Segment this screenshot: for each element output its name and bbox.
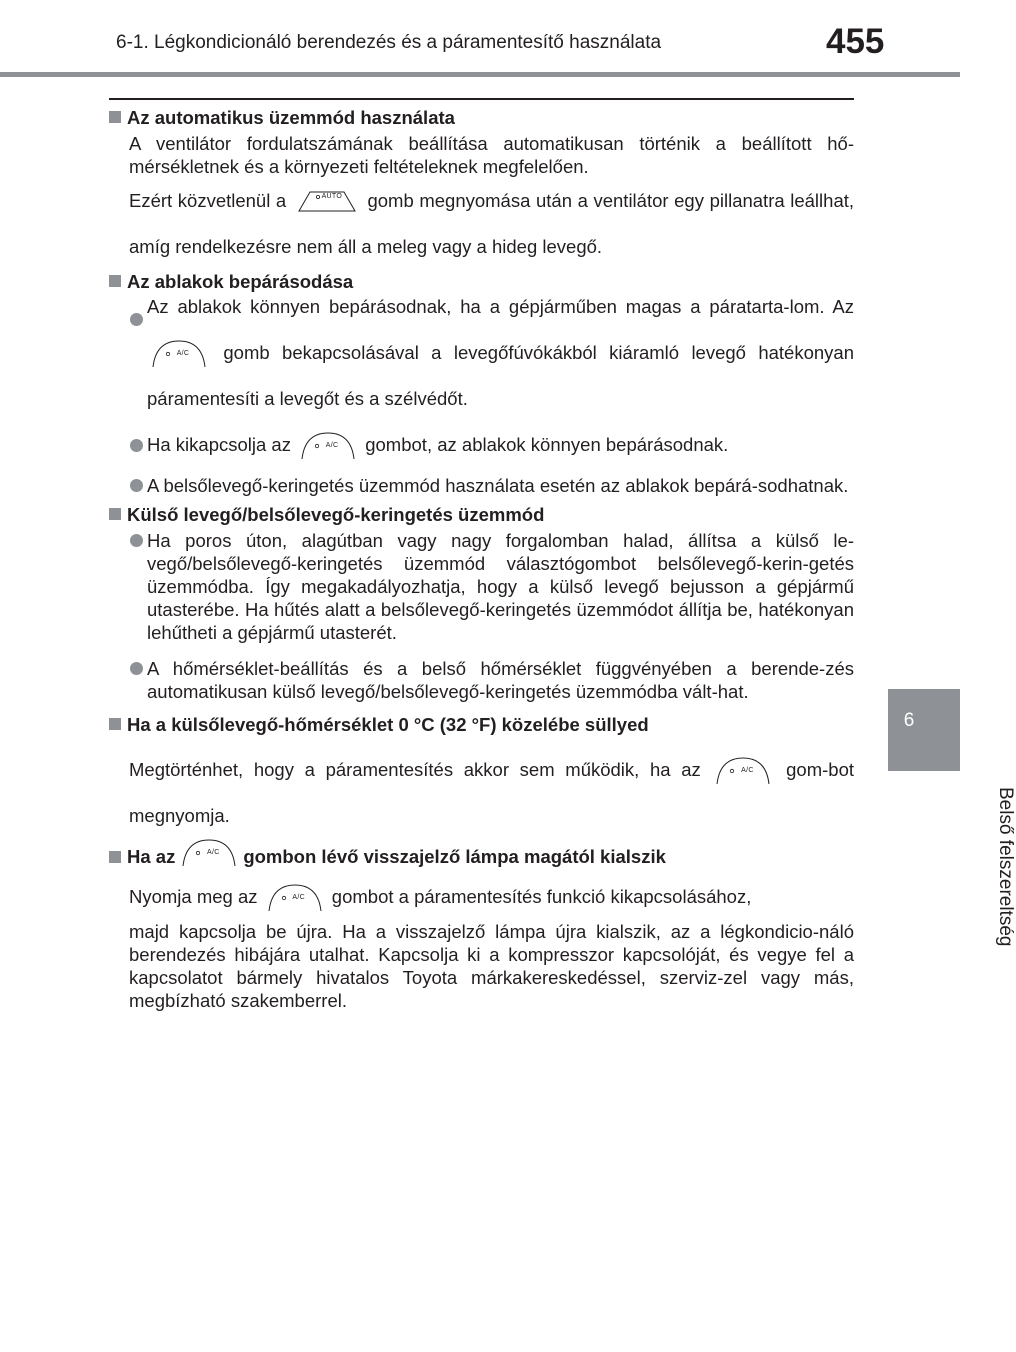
list-item <box>109 657 854 703</box>
ac-button-icon <box>181 838 237 868</box>
bullet-dot-icon <box>130 534 143 547</box>
heading-square-icon <box>109 111 121 123</box>
ac-button-label: A/C <box>741 767 754 775</box>
paragraph-text: gom-bot megnyomja. <box>129 759 854 826</box>
ac-button-label: A/C <box>325 442 339 450</box>
ac-button-icon <box>267 883 323 913</box>
heading-square-icon <box>109 851 121 863</box>
list-item-part: Ha kikapcsolja az <box>147 434 291 455</box>
bullet-dot-icon <box>130 439 143 452</box>
paragraph-text: gombot a páramentesítés funkció kikapcsolásához, <box>331 886 752 907</box>
ac-button-icon <box>715 756 771 786</box>
heading-square-icon <box>109 275 121 287</box>
paragraph: majd kapcsolja be újra. Ha a visszajelző lámpa újra kialszik, az a légkondicio-náló berendezés hibájára utalhat. Kapcsolja ki a kompresszor kapcsolóját, és vegye fel a kapcsolatot bármely hivatalos Toyota márkakereskedéssel, szerviz-zel vagy más, megbízható szakemberrel. <box>129 921 854 1011</box>
heading-text: Ha a külsőlevegő-hőmérséklet 0 °C (32 °F) közelébe süllyed <box>127 714 649 735</box>
paragraph: A ventilátor fordulatszámának beállítása automatikusan történik a beállított hő-mérsékletnek és a környezeti feltételeknek megfelelően. <box>129 133 854 177</box>
list-item-text <box>147 284 854 422</box>
list-item-part: gomb bekapcsolásával a levegőfúvókákból kiáramló levegő hatékonyan páramentesíti a levegőt és a szélvédőt. <box>147 342 854 409</box>
header-title: 6-1. Légkondicionáló berendezés és a páramentesítő használata <box>116 32 662 53</box>
heading-text: Ha az <box>127 846 176 867</box>
list-item-part: Az ablakok könnyen bepárásodnak, ha a gépjárműben magas a páratarta-lom. Az <box>147 296 854 317</box>
bullet-dot-icon <box>130 313 143 326</box>
auto-button-label: AUTO <box>321 193 343 201</box>
list-item <box>109 474 854 497</box>
heading-square-icon <box>109 718 121 730</box>
header-band <box>0 72 960 77</box>
list-item-part: gombot, az ablakok könnyen bepárásodnak. <box>365 434 729 455</box>
paragraph-text: gomb megnyomása után a ventilátor egy pillanatra leállhat, amíg rendelkezésre nem áll a meleg vagy a hideg levegő. <box>129 190 855 257</box>
paragraph <box>109 874 854 920</box>
chapter-label: Belső felszereltség <box>995 787 1016 947</box>
section-heading <box>109 106 854 129</box>
heading-text: Külső levegő/belsőlevegő-keringetés üzemmód <box>127 504 545 525</box>
section-rule <box>109 98 854 100</box>
paragraph <box>109 747 854 839</box>
section-heading <box>109 713 854 736</box>
paragraph-text: Nyomja meg az <box>129 886 258 907</box>
heading-text: gombon lévő visszajelző lámpa magától kialszik <box>243 846 666 867</box>
heading-text: Az ablakok bepárásodása <box>127 271 354 292</box>
paragraph <box>109 178 854 270</box>
section-heading <box>109 503 854 526</box>
list-item-text <box>147 422 854 468</box>
ac-button-label: A/C <box>176 350 190 358</box>
list-item-text: A belsőlevegő-keringetés üzemmód használata esetén az ablakok bepárá-sodhatnak. <box>147 475 849 496</box>
bullet-dot-icon <box>130 662 143 675</box>
list-item-text: A hőmérséklet-beállítás és a belső hőmérséklet függvényében a berende-zés automatikusan külső levegő/belsőlevegő-keringetés üzemmódba vált-hat. <box>147 658 854 702</box>
list-item <box>109 296 854 422</box>
paragraph-text: Megtörténhet, hogy a páramentesítés akkor sem működik, ha az <box>129 759 701 780</box>
page-number: 455 <box>826 22 885 61</box>
section-heading <box>109 845 854 868</box>
list-item <box>109 529 854 644</box>
ac-button-label: A/C <box>292 894 305 902</box>
list-item <box>109 422 854 468</box>
ac-button-icon <box>151 339 207 369</box>
ac-button-icon <box>300 431 356 461</box>
chapter-number: 6 <box>903 710 915 731</box>
chapter-tab <box>888 689 960 771</box>
bullet-dot-icon <box>130 479 143 492</box>
ac-button-label: A/C <box>207 848 220 856</box>
paragraph-text: Ezért közvetlenül a <box>129 190 287 211</box>
list-item-text: Ha poros úton, alagútban vagy nagy forgalomban halad, állítsa a külső le-vegő/belsőlevegő-keringetés üzemmód választógombot belsőlevegő-kerin-getés üzemmódba. Így megakadályozhatja, hogy a külső levegő bejusson a gépjármű utasterébe. Ha hűtés alatt a belsőlevegő-keringetés üzemmódot állítja be, hatékonyan lehűtheti a gépjármű utasterét. <box>147 530 854 643</box>
page-content <box>109 106 854 1012</box>
auto-button-icon <box>296 190 358 214</box>
heading-text: Az automatikus üzemmód használata <box>127 107 455 128</box>
heading-square-icon <box>109 508 121 520</box>
